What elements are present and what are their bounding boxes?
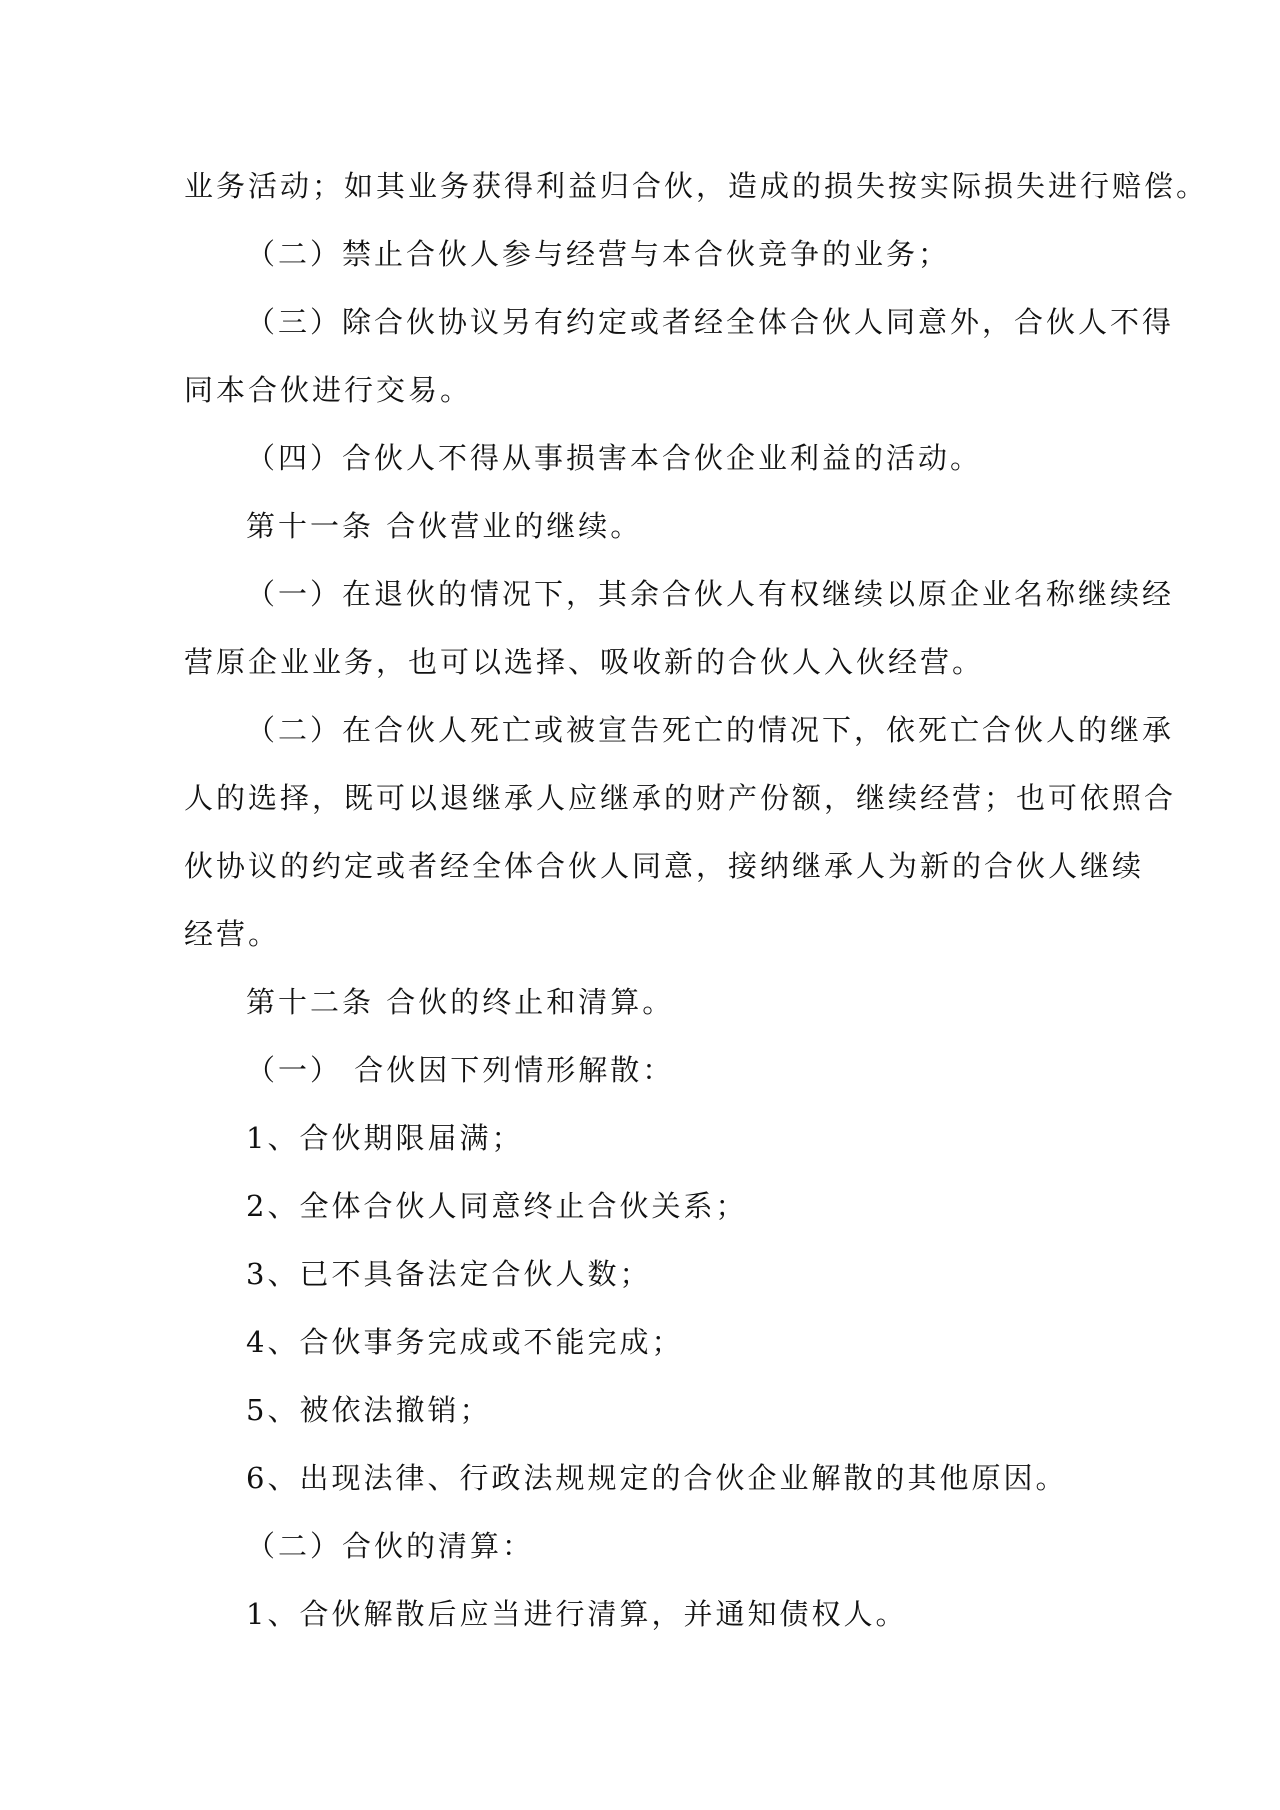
text-line: （一） 合伙因下列情形解散： bbox=[246, 1053, 675, 1087]
list-item: 5、被依法撤销； bbox=[246, 1393, 492, 1427]
text-line: 同本合伙进行交易。 bbox=[184, 373, 473, 407]
article-heading: 第十二条 合伙的终止和清算。 bbox=[246, 985, 675, 1019]
list-item: 1、合伙解散后应当进行清算，并通知债权人。 bbox=[246, 1597, 908, 1631]
text-line: 营原企业业务，也可以选择、吸收新的合伙人入伙经营。 bbox=[184, 645, 985, 679]
text-line: 业务活动；如其业务获得利益归合伙，造成的损失按实际损失进行赔偿。 bbox=[184, 169, 1209, 203]
text-line: 人的选择，既可以退继承人应继承的财产份额，继续经营；也可依照合 bbox=[184, 781, 1177, 815]
text-line: （二）在合伙人死亡或被宣告死亡的情况下，依死亡合伙人的继承 bbox=[246, 713, 1175, 747]
text-line: （一）在退伙的情况下，其余合伙人有权继续以原企业名称继续经 bbox=[246, 577, 1175, 611]
text-line: 伙协议的约定或者经全体合伙人同意，接纳继承人为新的合伙人继续 bbox=[184, 849, 1145, 883]
text-line: （二）合伙的清算： bbox=[246, 1529, 535, 1563]
text-line: 经营。 bbox=[184, 917, 281, 951]
list-item: 1、合伙期限届满； bbox=[246, 1121, 524, 1155]
text-line: （二）禁止合伙人参与经营与本合伙竞争的业务； bbox=[246, 237, 951, 271]
text-line: （三）除合伙协议另有约定或者经全体合伙人同意外，合伙人不得 bbox=[246, 305, 1175, 339]
list-item: 3、已不具备法定合伙人数； bbox=[246, 1257, 652, 1291]
text-line: （四）合伙人不得从事损害本合伙企业利益的活动。 bbox=[246, 441, 983, 475]
list-item: 4、合伙事务完成或不能完成； bbox=[246, 1325, 684, 1359]
article-heading: 第十一条 合伙营业的继续。 bbox=[246, 509, 643, 543]
list-item: 6、出现法律、行政法规规定的合伙企业解散的其他原因。 bbox=[246, 1461, 1068, 1495]
list-item: 2、全体合伙人同意终止合伙关系； bbox=[246, 1189, 748, 1223]
